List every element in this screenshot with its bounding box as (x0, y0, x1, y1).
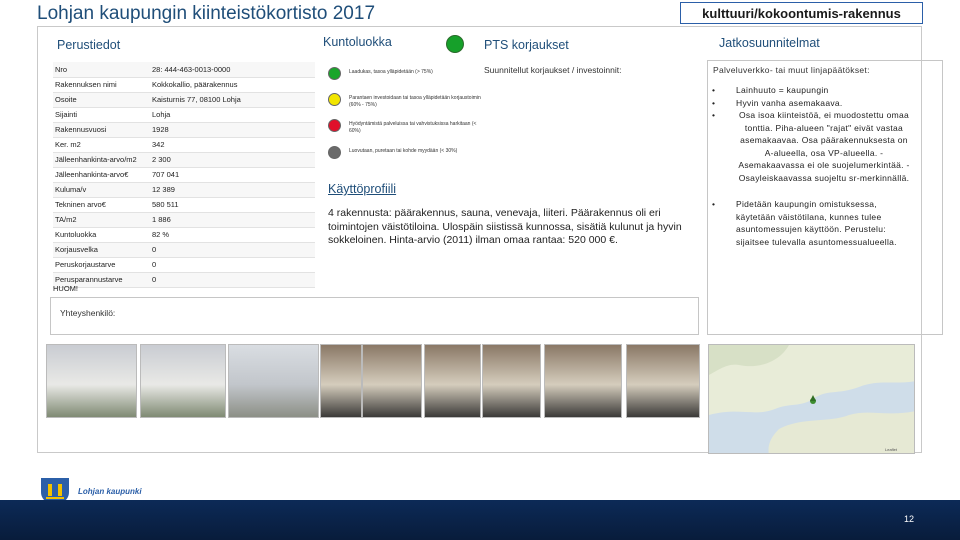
contact-label: Yhteyshenkilö: (60, 308, 116, 318)
plans-list (712, 84, 912, 255)
legend-text: Laadukas, tasoa ylläpidetään (> 75%) (349, 69, 433, 75)
info-label: Korjausvelka (53, 242, 150, 257)
info-value: Kokkokallio, päärakennus (150, 77, 315, 92)
interior-corridor-photo (424, 344, 481, 418)
plans-item: • Osa isoa kiinteistöä, ei muodostettu omaa tonttia. Piha-alueen "rajat" eivät vastaa asemakaavaa. Osa päärakennuksesta on A-alueella, osa VP-alueella. - Asemakaavassa ei ole suojelumerkintää. - Osayleiskaavassa suojeltu sr-merkinnällä. (712, 109, 912, 184)
basic-info-table (53, 62, 315, 288)
interior-kitchen-photo (626, 344, 700, 418)
info-label: Perusparannustarve (53, 272, 150, 287)
interior-livingroom-photo (544, 344, 622, 418)
plans-item: • Pidetään kaupungin omistuksessa, käytetään väistötilana, kunnes tulee asuntomessujen käyttöön. Perustelu: sijaitsee tulevalla asuntomessualueella. (712, 198, 912, 248)
info-value: Lohja (150, 107, 315, 122)
exterior-facade-photo (228, 344, 319, 418)
info-label: Rakennuksen nimi (53, 77, 150, 92)
legend-color-dot (328, 93, 341, 106)
legend-color-dot (328, 119, 341, 132)
exterior-front-photo (46, 344, 137, 418)
info-value: 82 % (150, 227, 315, 242)
info-row (53, 197, 315, 212)
footer-bar (0, 500, 960, 540)
info-row (53, 167, 315, 182)
map-graphic (709, 345, 915, 454)
info-value: 0 (150, 242, 315, 257)
info-row (53, 152, 315, 167)
info-label: Kuntoluokka (53, 227, 150, 242)
plans-item: • Lainhuuto = kaupungin (712, 84, 912, 97)
info-row (53, 137, 315, 152)
info-row (53, 182, 315, 197)
info-value: 342 (150, 137, 315, 152)
info-label: Rakennusvuosi (53, 122, 150, 137)
plans-item: • Hyvin vanha asemakaava. (712, 97, 912, 110)
legend-color-dot (328, 146, 341, 159)
contact-box (50, 297, 699, 335)
info-value: Kaisturnis 77, 08100 Lohja (150, 92, 315, 107)
logo-text: Lohjan kaupunki (78, 486, 142, 496)
info-label: Jälleenhankinta-arvo€ (53, 167, 150, 182)
info-value: 28: 444-463-0013-0000 (150, 62, 315, 77)
info-row (53, 62, 315, 77)
info-value: 580 511 (150, 197, 315, 212)
building-type-label: kulttuuri/kokoontumis-rakennus (702, 5, 901, 21)
plans-lead: Palveluverkko- tai muut linjapäätökset: (713, 65, 870, 75)
info-row (53, 92, 315, 107)
info-row (53, 77, 315, 92)
info-value: 2 300 (150, 152, 315, 167)
interior-billiard-photo (362, 344, 422, 418)
info-row (53, 242, 315, 257)
info-row (53, 227, 315, 242)
info-label: Kuluma/v (53, 182, 150, 197)
info-label: Nro (53, 62, 150, 77)
legend-text: Parantaen investoidaan tai tasoa ylläpidetään korjaustoimin (60% - 75%) (349, 95, 481, 108)
page-title: Lohjan kaupungin kiinteistökortisto 2017 (37, 3, 376, 24)
condition-status-indicator (446, 35, 464, 53)
info-value: 1928 (150, 122, 315, 137)
building-type-badge (680, 2, 923, 24)
note-label: HUOM! (53, 284, 78, 293)
info-row (53, 107, 315, 122)
info-row (53, 212, 315, 227)
info-label: TA/m2 (53, 212, 150, 227)
usage-heading: Käyttöprofiili (328, 182, 397, 196)
legend-text: Luovutaan, puretaan tai kohde myydään (< 30%) (349, 148, 458, 154)
plans-heading: Jatkosuunnitelmat (719, 36, 820, 50)
interior-hall-photo (320, 344, 362, 418)
repairs-text: Suunnitellut korjaukset / investoinnit: (484, 65, 622, 75)
usage-text: 4 rakennusta: päärakennus, sauna, venevaja, liiteri. Päärakennus oli eri toimintojen väistötiloina. Ulospäin siistissä kunnossa, sisätiä kulunut ja hyvin sokkeloinen. Hinta-arvio (2011) ilman omaa rantaa: 520 000 €. (328, 207, 682, 246)
exterior-side-photo (140, 344, 226, 418)
info-row (53, 272, 315, 287)
legend-color-dot (328, 67, 341, 80)
info-label: Jälleenhankinta-arvo/m2 (53, 152, 150, 167)
location-map[interactable] (708, 344, 915, 454)
info-value: 0 (150, 257, 315, 272)
info-label: Ker. m2 (53, 137, 150, 152)
svg-text:Leaflet: Leaflet (885, 447, 898, 452)
info-label: Sijainti (53, 107, 150, 122)
info-row (53, 122, 315, 137)
info-row (53, 257, 315, 272)
info-label: Osoite (53, 92, 150, 107)
page-number: 12 (903, 514, 914, 524)
interior-room-photo (482, 344, 541, 418)
info-label: Tekninen arvo€ (53, 197, 150, 212)
info-value: 0 (150, 272, 315, 287)
repairs-heading: PTS korjaukset (484, 38, 569, 52)
legend-text: Hyödyntämistä palveluissa tai vahvistuksissa harkitaan (< 60%) (349, 121, 477, 134)
info-value: 1 886 (150, 212, 315, 227)
condition-heading: Kuntoluokka (323, 35, 392, 49)
info-label: Peruskorjaustarve (53, 257, 150, 272)
info-value: 12 389 (150, 182, 315, 197)
basic-info-heading: Perustiedot (57, 38, 121, 52)
info-value: 707 041 (150, 167, 315, 182)
